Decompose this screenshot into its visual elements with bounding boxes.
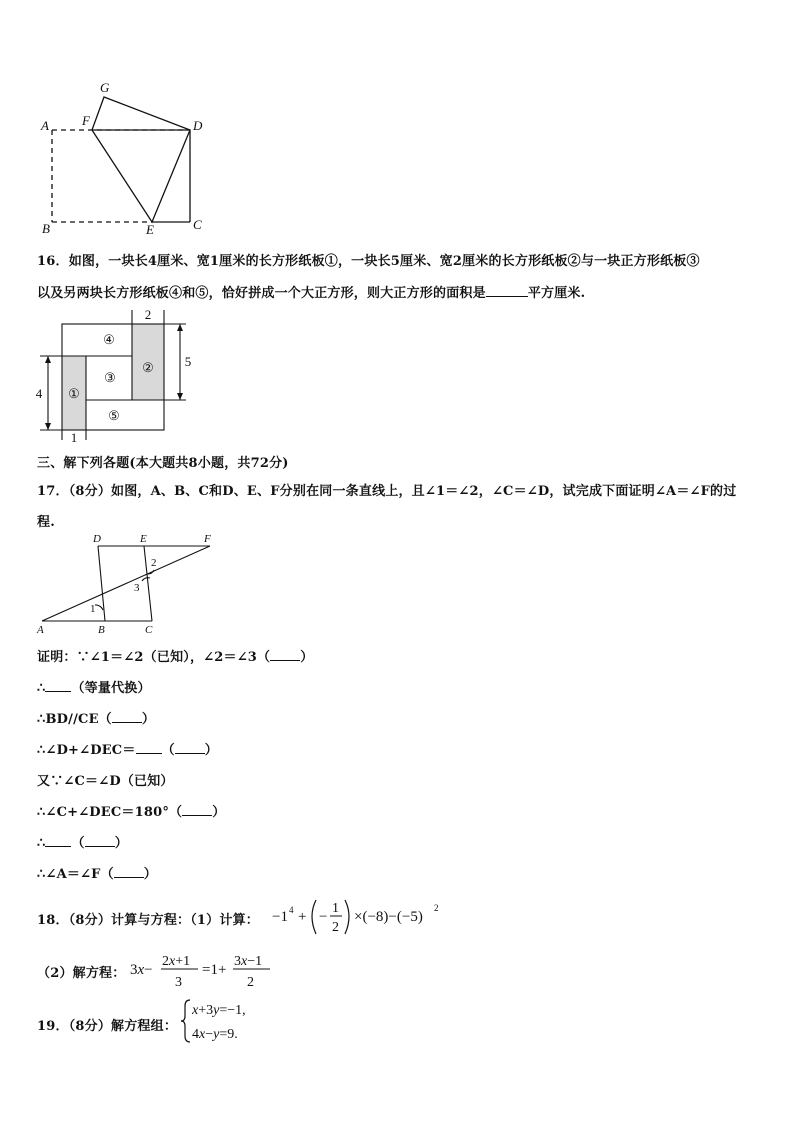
svg-text:=1+: =1+ — [202, 962, 227, 978]
proof-text: 又∵∠C＝∠D（已知） — [37, 774, 174, 789]
svg-text:2: 2 — [434, 903, 439, 913]
answer-blank[interactable] — [114, 865, 144, 878]
label-d: D — [93, 533, 101, 545]
svg-text:−1: −1 — [272, 909, 288, 925]
proof-text: ） — [141, 712, 156, 727]
q16-line2-text: 以及另两块长方形纸板④和⑤，恰好拼成一个大正方形，则大正方形的面积是 — [37, 286, 486, 301]
label-d: D — [193, 118, 203, 133]
proof-text: ） — [204, 743, 218, 758]
label-a: A — [41, 118, 49, 133]
proof-text: ∴ — [37, 681, 46, 696]
proof-line-5 — [37, 770, 174, 789]
answer-blank[interactable] — [85, 834, 115, 847]
proof-text: （ — [71, 836, 85, 851]
q18-expression — [272, 892, 452, 940]
section-3-heading: 三、解下列各题(本大题共8小题，共72分) — [37, 456, 289, 471]
svg-text:4x−y=9.: 4x−y=9. — [192, 1027, 238, 1042]
figure-q17 — [30, 530, 230, 640]
figure-q16 — [30, 306, 200, 446]
answer-blank[interactable] — [112, 710, 142, 723]
svg-text:3x−1: 3x−1 — [234, 954, 263, 969]
proof-text: ） — [143, 867, 157, 882]
proof-line-4 — [37, 739, 218, 758]
proof-text: ∴ — [37, 836, 46, 851]
proof-text: ∴∠A＝∠F（ — [37, 867, 114, 882]
proof-line-8 — [37, 863, 157, 882]
q19-system — [180, 996, 300, 1046]
q16-line1: 16．如图，一块长4厘米、宽1厘米的长方形纸板①，一块长5厘米、宽2厘米的长方形纸板②与一块正方形纸板③ — [37, 254, 700, 269]
answer-blank[interactable] — [182, 803, 212, 816]
svg-text:1: 1 — [332, 901, 339, 916]
piece-1-label: ① — [68, 386, 80, 401]
svg-text:2x+1: 2x+1 — [162, 954, 191, 969]
q16-line2-unit: 平方厘米. — [527, 286, 586, 301]
piece-2-label: ② — [142, 360, 154, 375]
label-e: E — [146, 222, 154, 237]
label-e: E — [140, 533, 147, 545]
answer-blank[interactable] — [45, 834, 71, 847]
svg-text:×(−8)−(−5): ×(−8)−(−5) — [354, 909, 423, 925]
label-g: G — [100, 80, 110, 95]
dim-top: 2 — [144, 307, 152, 322]
proof-text: （等量代换） — [71, 681, 151, 696]
proof-line-7 — [37, 832, 128, 851]
figure-q15 — [30, 78, 220, 238]
label-b: B — [42, 221, 50, 236]
q19-label: 19．（8分）解方程组： — [37, 1019, 178, 1034]
label-c: C — [193, 217, 202, 232]
svg-text:+: + — [298, 909, 307, 925]
answer-blank[interactable] — [175, 741, 205, 754]
proof-line-2 — [37, 677, 151, 696]
answer-blank[interactable] — [45, 679, 71, 692]
label-c: C — [145, 624, 153, 636]
piece-4-label: ④ — [103, 332, 115, 347]
answer-blank-q16[interactable] — [486, 284, 528, 297]
proof-line-1 — [37, 646, 313, 665]
label-f: F — [82, 113, 90, 128]
proof-text: 证明：∵∠1＝∠2（已知），∠2＝∠3（ — [37, 650, 271, 665]
q18-equation — [130, 948, 280, 994]
angle-3-label: 3 — [134, 582, 140, 594]
proof-text: ∴∠C+∠DEC＝180°（ — [37, 805, 183, 820]
proof-text: ） — [300, 650, 314, 665]
svg-text:2: 2 — [332, 920, 339, 935]
piece-5-label: ⑤ — [108, 408, 120, 423]
proof-text: （ — [161, 743, 175, 758]
q18-part2-label: （2）解方程： — [37, 966, 126, 981]
svg-text:−: − — [319, 909, 328, 925]
dim-bottom: 1 — [70, 430, 78, 445]
angle-2-label: 2 — [151, 557, 157, 569]
svg-text:x+3y=−1,: x+3y=−1, — [192, 1003, 246, 1018]
label-a: A — [37, 624, 44, 636]
proof-line-3 — [37, 708, 155, 727]
proof-text: ） — [212, 805, 226, 820]
proof-text: ） — [114, 836, 128, 851]
q18-label: 18．（8分）计算与方程：（1）计算： — [37, 913, 259, 928]
dim-left: 4 — [35, 386, 43, 401]
q17-line2: 程. — [37, 515, 55, 530]
proof-text: ∴BD//CE（ — [37, 712, 112, 727]
piece-3-label: ③ — [104, 370, 116, 385]
svg-text:3: 3 — [175, 975, 182, 990]
angle-1-label: 1 — [90, 603, 96, 615]
label-f: F — [204, 533, 211, 545]
q17-line1: 17．（8分）如图，A、B、C和D、E、F分别在同一条直线上，且∠1＝∠2，∠C＝∠D，试完成下面证明∠A＝∠F的过 — [37, 484, 737, 499]
proof-line-6 — [37, 801, 225, 820]
answer-blank[interactable] — [270, 648, 300, 661]
answer-blank[interactable] — [136, 741, 162, 754]
dim-right: 5 — [184, 354, 192, 369]
svg-text:3x−: 3x− — [130, 962, 153, 978]
svg-text:2: 2 — [247, 975, 254, 990]
proof-text: ∴∠D+∠DEC＝ — [37, 743, 136, 758]
svg-text:4: 4 — [289, 905, 294, 915]
q16-line2 — [37, 282, 585, 301]
label-b: B — [98, 624, 105, 636]
